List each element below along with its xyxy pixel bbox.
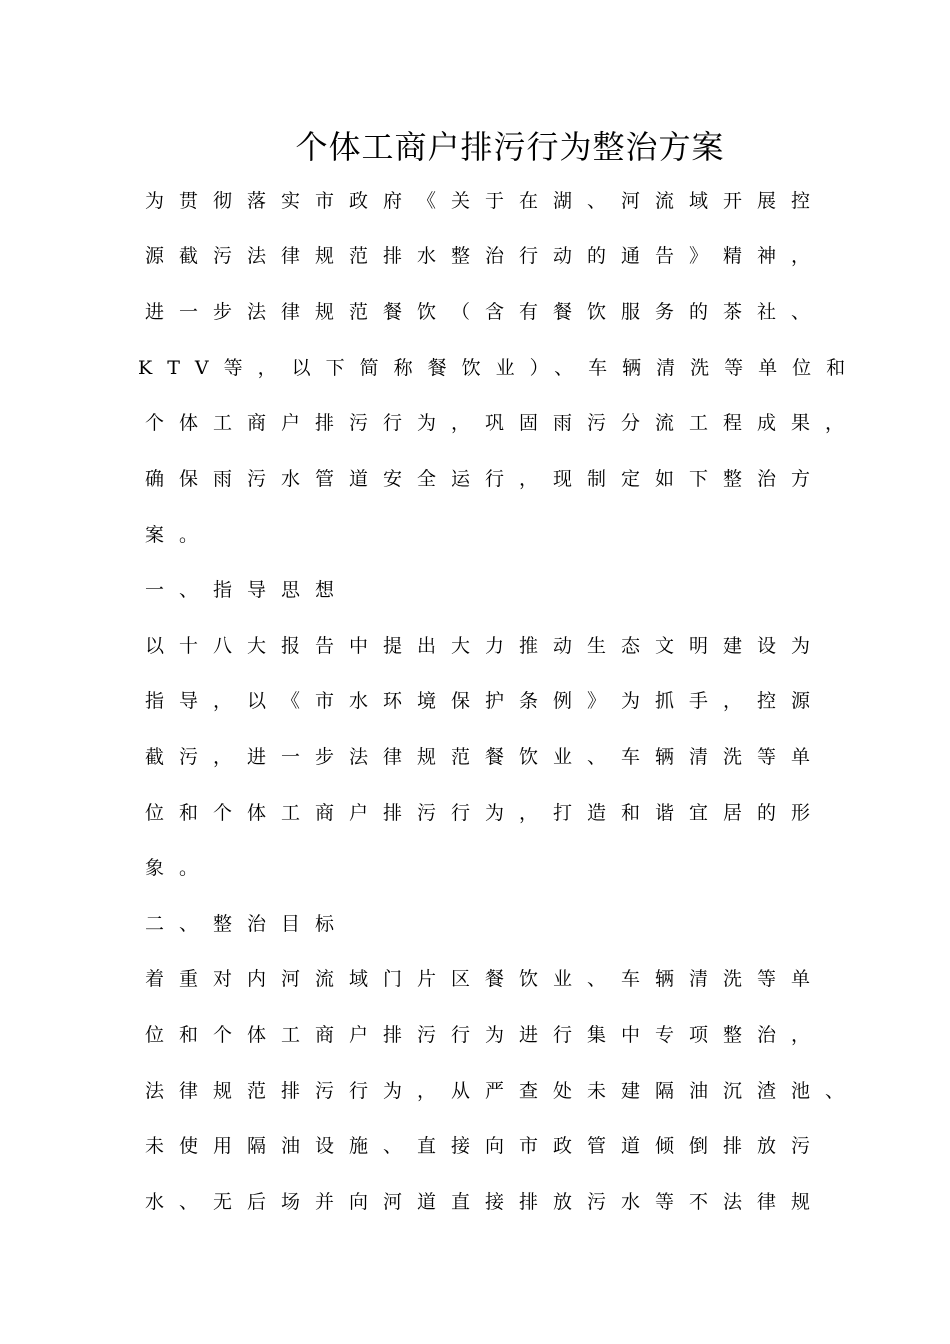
paragraph-line: 进一步法律规范餐饮（含有餐饮服务的茶社、 [145,301,826,323]
paragraph-line: 未使用隔油设施、直接向市政管道倾倒排放污 [145,1135,826,1157]
paragraph-line: 确保雨污水管道安全运行，现制定如下整治方 [145,468,826,490]
paragraph-line: 着重对内河流域门片区餐饮业、车辆清洗等单 [145,968,826,990]
paragraph-line: 源截污法律规范排水整治行动的通告》精神， [145,245,826,267]
section-heading: 一、指导思想 [145,579,350,601]
paragraph-line: 以十八大报告中提出大力推动生态文明建设为 [145,635,826,657]
paragraph-line: KTV等，以下简称餐饮业）、车辆清洗等单位和 [138,357,861,379]
paragraph-line: 个体工商户排污行为，巩固雨污分流工程成果， [145,412,860,434]
paragraph-line: 位和个体工商户排污行为进行集中专项整治， [145,1024,826,1046]
paragraph-line: 案。 [145,524,214,546]
paragraph-line: 位和个体工商户排污行为，打造和谐宜居的形 [145,802,826,824]
paragraph-line: 象。 [145,857,214,879]
paragraph-line: 为贯彻落实市政府《关于在湖、河流域开展控 [145,190,826,212]
section-heading: 二、整治目标 [145,913,350,935]
document-title: 个体工商户排污行为整治方案 [295,128,725,166]
paragraph-line: 法律规范排污行为，从严查处未建隔油沉渣池、 [145,1080,860,1102]
paragraph-line: 截污，进一步法律规范餐饮业、车辆清洗等单 [145,746,826,768]
paragraph-line: 水、无后场并向河道直接排放污水等不法律规 [145,1191,826,1213]
paragraph-line: 指导，以《市水环境保护条例》为抓手，控源 [145,690,826,712]
